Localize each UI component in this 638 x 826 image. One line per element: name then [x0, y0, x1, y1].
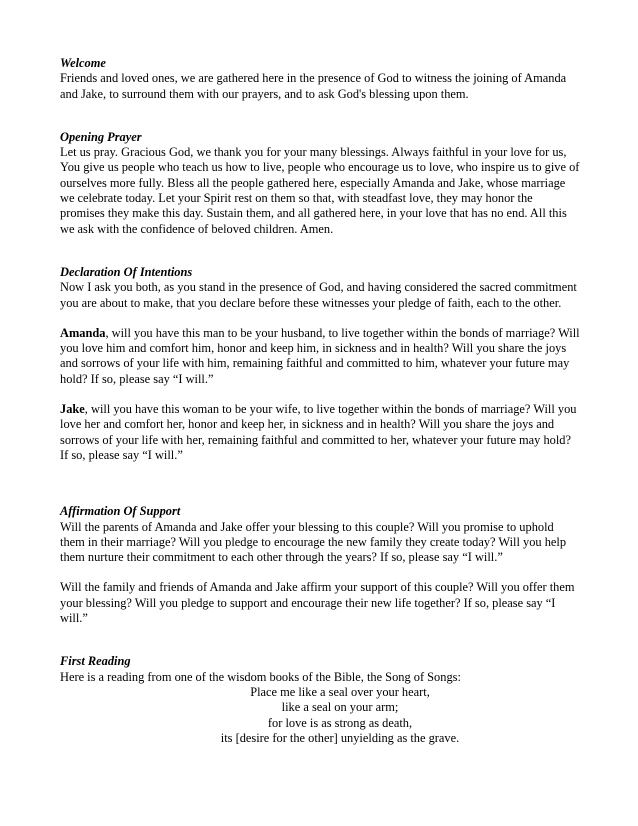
reading-poem [60, 685, 580, 746]
poem-line: like a seal on your arm; [281, 700, 399, 715]
affirmation-family: Will the family and friends of Amanda and Jake affirm your support of this couple? Will you offer them your blessing? Will you pledge to support and encourage their new life together? If so, please say “I will.” [60, 580, 575, 626]
declaration-section [60, 265, 580, 463]
poem-line: Place me like a seal over your heart, [250, 684, 430, 699]
welcome-heading: Welcome [60, 56, 106, 70]
amanda-vow-text: , will you have this man to be your husband, to live together within the bonds of marriage? Will you love him and comfort him, honor and keep him, in sickness and in health? Will you share the joys and sorrows of your life with him, remaining faithful and committed to him, whatever your future may hold? If so, please say “I will.” [60, 325, 580, 386]
welcome-body: Friends and loved ones, we are gathered here in the presence of God to witness the joining of Amanda and Jake, to surround them with our prayers, and to ask God's blessing upon them. [60, 71, 567, 101]
poem-line: for love is as strong as death, [267, 715, 413, 730]
affirmation-parents: Will the parents of Amanda and Jake offer your blessing to this couple? Will you promise to uphold them in their marriage? Will you pledge to encourage the new family they create today? Will you help them nurture their commitment to each other through the years? If so, please say “I will.” [60, 519, 567, 565]
amanda-name: Amanda [60, 325, 106, 340]
jake-vow [60, 402, 580, 463]
opening-prayer-section [60, 130, 580, 237]
first-reading-heading: First Reading [60, 654, 131, 669]
first-reading-intro: Here is a reading from one of the wisdom books of the Bible, the Song of Songs: [60, 669, 461, 684]
welcome-section [60, 56, 580, 102]
opening-prayer-body: Let us pray. Gracious God, we thank you for your many blessings. Always faithful in your love for us, You give us people who teach us how to live, people who encourage us to love, who inspire us to give of ourselves more fully. Bless all the people gathered here, especially Amanda and Jake, whose marriage we celebrate today. Let your Spirit rest on them so that, with steadfast love, they may honor the promises they make this day. Sustain them, and all gathered here, in your love that has no end. All this we ask with the confidence of beloved children. Amen. [60, 145, 580, 236]
declaration-intro: Now I ask you both, as you stand in the presence of God, and having considered the sacred commitment you are about to make, that you declare before these witnesses your pledge of faith, each to the other. [60, 280, 577, 310]
document-page [60, 56, 580, 746]
affirmation-heading: Affirmation Of Support [60, 504, 181, 519]
first-reading-section [60, 654, 580, 746]
jake-vow-text: , will you have this woman to be your wife, to live together within the bonds of marriage? Will you love her and comfort her, honor and keep her, in sickness and in health? Will you share the joys and sorrows of your life with her, remaining faithful and committed to her, whatever your future may hold? If so, please say “I will.” [60, 402, 577, 462]
declaration-heading: Declaration Of Intentions [60, 264, 193, 279]
affirmation-section [60, 504, 580, 626]
opening-prayer-heading: Opening Prayer [60, 129, 142, 144]
amanda-vow [60, 326, 580, 387]
jake-name: Jake [60, 402, 85, 417]
poem-line: its [desire for the other] unyielding as the grave. [220, 730, 460, 745]
